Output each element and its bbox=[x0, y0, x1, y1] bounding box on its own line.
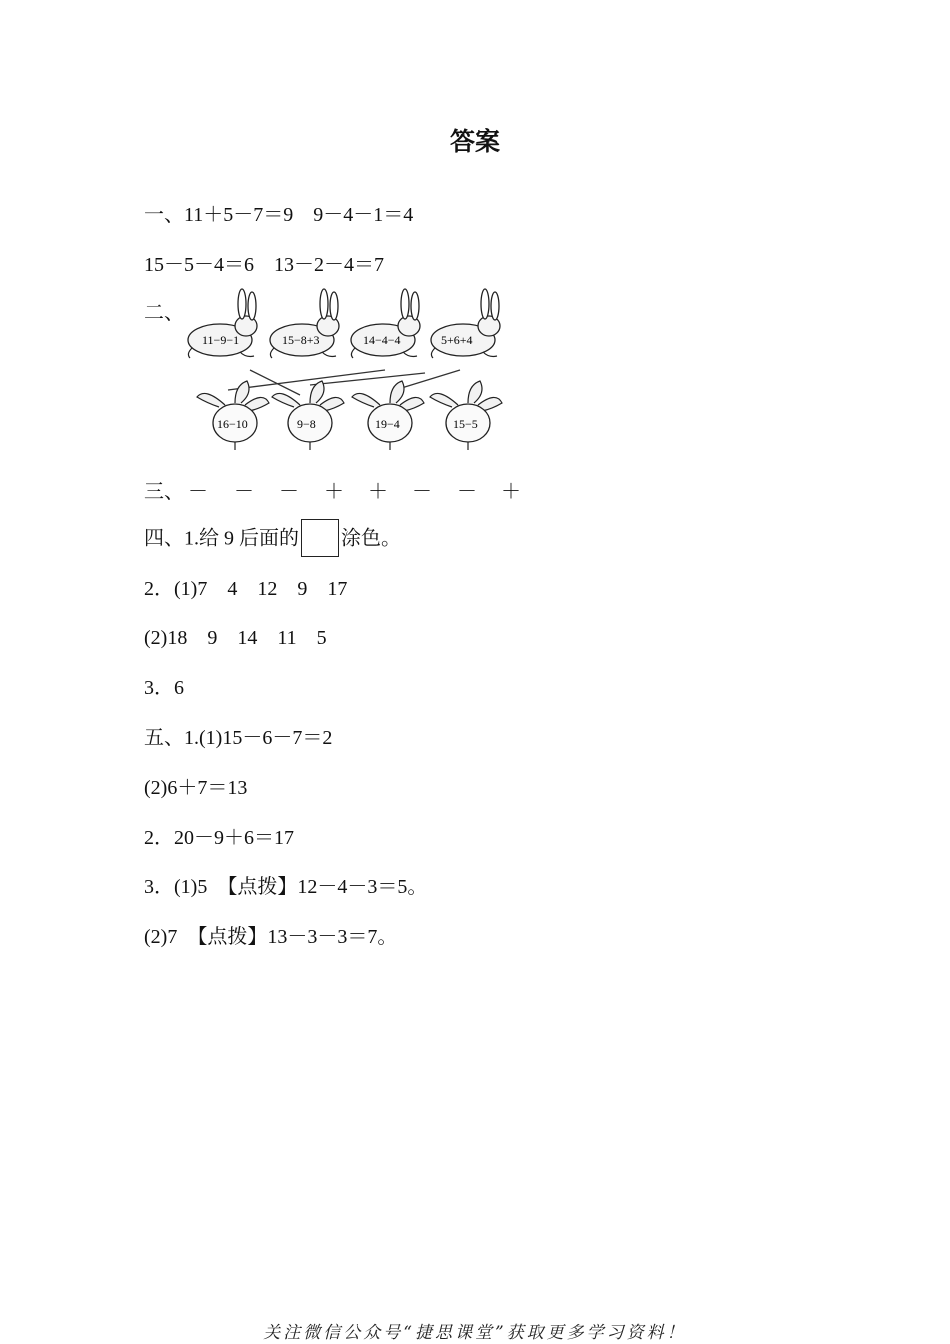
answer-5-line-5: (2)7 【点拨】13－3－3＝7。 bbox=[144, 926, 398, 948]
footer-note: 关注微信公众号“捷思课堂”获取更多学习资料！ bbox=[263, 1323, 687, 1343]
rabbit-2-label: 15−8+3 bbox=[282, 333, 320, 347]
rabbit-2 bbox=[270, 289, 339, 358]
answer-5-line-3: 2．20－9＋6＝17 bbox=[144, 827, 294, 849]
sign-2: － bbox=[234, 481, 254, 503]
sign-4: ＋ bbox=[324, 481, 344, 503]
answer-4-line-2: 2．(1)7 4 12 9 17 bbox=[144, 578, 348, 600]
sign-6: － bbox=[412, 481, 432, 503]
radish-2 bbox=[272, 381, 344, 450]
page-title: 答案 bbox=[449, 127, 500, 156]
radish-3 bbox=[352, 381, 424, 450]
answer-1-line-1: 一、11＋5－7＝9 9－4－1＝4 bbox=[144, 204, 414, 226]
answer-5-line-2: (2)6＋7＝13 bbox=[144, 777, 248, 799]
sign-1: － bbox=[188, 481, 208, 503]
answer-3-label: 三、 bbox=[144, 481, 184, 503]
answer-4-line-4: 3．6 bbox=[144, 677, 184, 699]
answer-1-line-2: 15－5－4＝6 13－2－4＝7 bbox=[144, 254, 384, 276]
rabbit-radish-matching-figure bbox=[180, 295, 510, 450]
sign-7: － bbox=[457, 481, 477, 503]
answer-4-line-1-post: 涂色。 bbox=[341, 527, 401, 550]
rabbit-1-label: 11−9−1 bbox=[202, 333, 240, 347]
sign-5: ＋ bbox=[368, 481, 388, 503]
rabbit-1 bbox=[188, 289, 257, 358]
answer-5-line-4: 3．(1)5 【点拨】12－4－3＝5。 bbox=[144, 876, 428, 898]
answer-5-line-1: 五、1.(1)15－6－7＝2 bbox=[144, 727, 333, 749]
radish-4 bbox=[430, 381, 502, 450]
rabbit-4-label: 5+6+4 bbox=[441, 333, 473, 347]
answer-4-line-3: (2)18 9 14 11 5 bbox=[144, 627, 327, 649]
radish-1-label: 16−10 bbox=[217, 417, 248, 431]
answer-4-line-1-pre: 四、1.给 9 后面的 bbox=[144, 527, 299, 550]
blank-square bbox=[301, 519, 339, 557]
radish-4-label: 15−5 bbox=[453, 417, 478, 431]
matching-lines bbox=[228, 370, 460, 395]
radish-1 bbox=[197, 381, 269, 450]
rabbit-4 bbox=[431, 289, 500, 358]
rabbit-3-label: 14−4−4 bbox=[363, 333, 401, 347]
answer-4-line-1 bbox=[144, 521, 401, 559]
radish-3-label: 19−4 bbox=[375, 417, 400, 431]
answer-2-label: 二、 bbox=[144, 302, 184, 324]
sign-8: ＋ bbox=[501, 481, 521, 503]
rabbit-3 bbox=[351, 289, 420, 358]
sign-3: － bbox=[279, 481, 299, 503]
radish-2-label: 9−8 bbox=[297, 417, 316, 431]
